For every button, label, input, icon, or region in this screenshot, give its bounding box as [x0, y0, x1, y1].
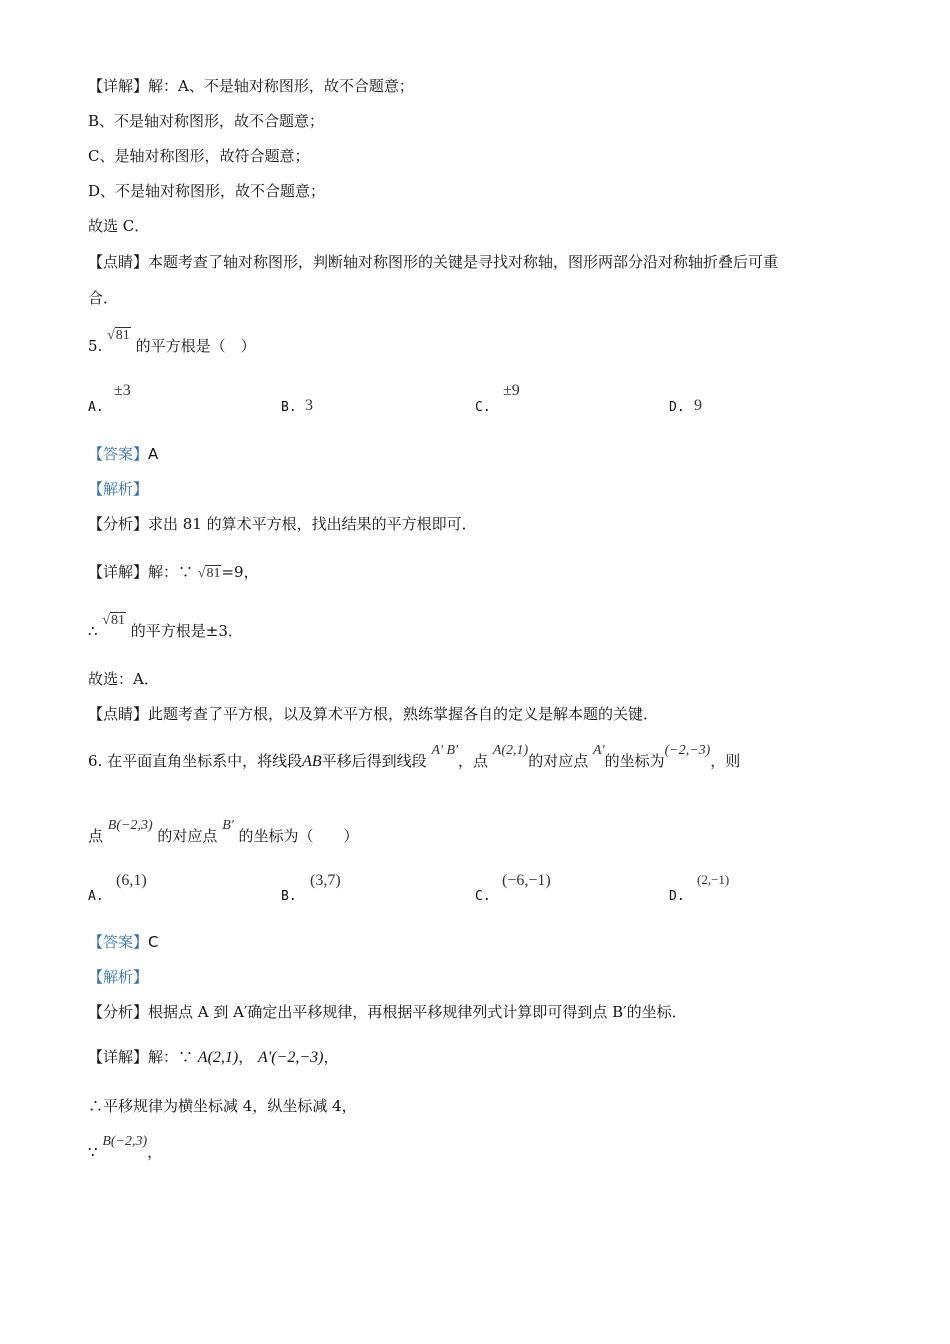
jiexi-tag-6: 【解析】: [88, 968, 149, 986]
separator: ，: [147, 1143, 163, 1161]
detail-5: [88, 562, 259, 584]
option-c-value: (−6,−1): [502, 872, 551, 889]
option-d-label: D.: [669, 889, 685, 904]
question-5: [88, 328, 256, 358]
detail-prefix: 【详解】解：∵: [88, 563, 194, 581]
option-b-value: 3: [305, 397, 313, 414]
sqrt-expression: √81: [102, 613, 126, 628]
question-6-line-1: [88, 743, 741, 773]
option-b-label: B.: [281, 400, 297, 415]
option-c-value: ±9: [503, 382, 520, 399]
point-b: B(−2,3): [107, 818, 153, 833]
option-a-label: A.: [88, 400, 104, 415]
segment-a-prime-b-prime: A' B': [431, 743, 459, 758]
analysis-5: 【分析】求出 81 的算术平方根，找出结果的平方根即可．: [88, 515, 477, 533]
jiexi-tag-5: 【解析】: [88, 480, 149, 498]
question-number: 5.: [88, 337, 103, 355]
separator: ，: [323, 1048, 339, 1066]
rule-line: ∴平移规律为横坐标减 4，纵坐标减 4，: [88, 1097, 357, 1115]
sqrt-expression: √81: [197, 566, 221, 581]
option-c-label: C.: [475, 400, 491, 415]
therefore-symbol: ∴: [88, 622, 98, 640]
since-symbol: ∵: [88, 1143, 98, 1161]
option-a-value: ±3: [114, 382, 131, 399]
detail-line-a: 【详解】解：A、不是轴对称图形，故不合题意；: [88, 77, 414, 95]
point-a: A(2,1): [197, 1049, 239, 1066]
answer-tag: 【答案】: [88, 445, 149, 463]
choose-5: 故选：A．: [88, 670, 159, 688]
stem-part: 的坐标为: [604, 752, 665, 770]
option-b-label: B.: [281, 889, 297, 904]
question-6-line-2: [88, 818, 359, 848]
answer-line-6: [88, 932, 159, 952]
choose-line: 故选 C．: [88, 217, 150, 235]
point-b-prime: B': [222, 818, 234, 833]
therefore-suffix: 的平方根是±3．: [130, 622, 243, 640]
point-b: B(−2,3): [102, 1134, 148, 1149]
option-d-label: D.: [669, 400, 685, 415]
therefore-5: [88, 613, 243, 643]
detail-line-c: C、是轴对称图形，故符合题意；: [88, 147, 310, 165]
option-c-label: C.: [475, 889, 491, 904]
segment-ab: AB: [302, 753, 322, 770]
point-a: A(2,1): [492, 743, 529, 758]
analysis-6: 【分析】根据点 A 到 A′确定出平移规律，再根据平移规律列式计算即可得到点 B′的坐标．: [88, 1003, 687, 1021]
detail-prefix: 【详解】解：∵: [88, 1048, 194, 1066]
detail-line-d: D、不是轴对称图形，故不合题意；: [88, 182, 326, 200]
sqrt-expression: √81: [107, 328, 130, 343]
separator: ，: [238, 1048, 254, 1066]
option-b-value: (3,7): [310, 872, 341, 889]
option-a-value: (6,1): [116, 872, 147, 889]
option-d-value: (2,−1): [697, 872, 730, 887]
radicand: 81: [115, 328, 130, 343]
coord-a-prime: (−2,−3): [664, 743, 711, 758]
point-a-prime: A': [593, 743, 605, 758]
stem-part: 的对应点: [528, 752, 589, 770]
answer-value: A: [148, 445, 159, 463]
comment-line-2: 合．: [88, 289, 119, 307]
stem-part: 6. 在平面直角坐标系中，将线段: [88, 752, 303, 770]
option-d-value: 9: [694, 397, 702, 414]
comment-line-1: 【点睛】本题考查了轴对称图形，判断轴对称图形的关键是寻找对称轴，图形两部分沿对称轴折叠后可重: [88, 253, 779, 271]
point-a-prime: A'(−2,−3): [258, 1049, 324, 1066]
stem-part: 的对应点: [157, 827, 218, 845]
option-a-label: A.: [88, 889, 104, 904]
stem-part: 点: [88, 827, 104, 845]
question-stem: 的平方根是（ ）: [135, 337, 256, 355]
detail-suffix: =9，: [221, 563, 259, 581]
answer-value: C: [148, 933, 159, 951]
comment-5: 【点睛】此题考查了平方根，以及算术平方根，熟练掌握各自的定义是解本题的关键．: [88, 705, 659, 723]
stem-part: ，点: [458, 752, 489, 770]
since-line: [88, 1134, 163, 1164]
stem-part: 平移后得到线段: [321, 752, 427, 770]
detail-6: [88, 1047, 339, 1068]
stem-part: 的坐标为（ ）: [238, 827, 359, 845]
answer-tag: 【答案】: [88, 933, 149, 951]
detail-line-b: B、不是轴对称图形，故不合题意；: [88, 112, 325, 130]
answer-line-5: [88, 444, 158, 464]
stem-part: ，则: [710, 752, 741, 770]
